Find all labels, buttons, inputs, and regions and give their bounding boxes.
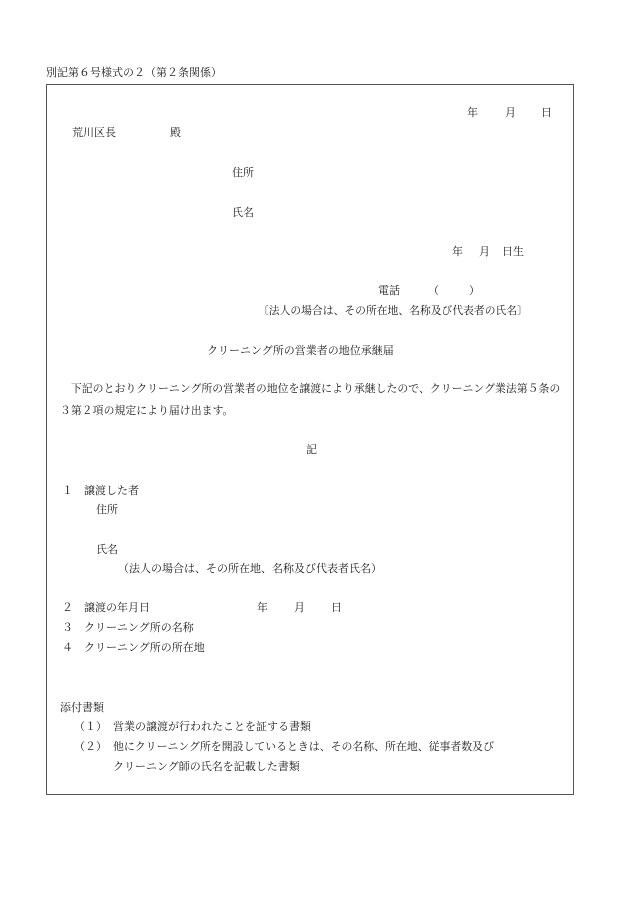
phone-paren-close: ） bbox=[469, 284, 480, 297]
attachment-2-text: 他にクリーニング所を開設しているときは、その名称、所在地、従事者数及び bbox=[113, 740, 494, 753]
item1-address-label: 住所 bbox=[96, 503, 118, 516]
attachment-1-number: （１） bbox=[74, 720, 107, 733]
item1-number: １ bbox=[62, 484, 73, 497]
item2-month: 月 bbox=[294, 601, 305, 614]
item4-number: ４ bbox=[62, 641, 73, 654]
item2-number: ２ bbox=[62, 601, 73, 614]
attachment-2-number: （２） bbox=[74, 740, 107, 753]
form-frame bbox=[46, 84, 574, 795]
attachment-1-text: 営業の譲渡が行われたことを証する書類 bbox=[113, 720, 311, 733]
phone-paren-open: （ bbox=[428, 284, 439, 297]
item1-corporate-note: （法人の場合は、その所在地、名称及び代表者氏名） bbox=[118, 562, 382, 575]
date-year: 年 bbox=[467, 106, 478, 119]
phone-label: 電話 bbox=[378, 284, 400, 297]
item3-label: クリーニング所の名称 bbox=[84, 621, 194, 634]
birth-day: 日生 bbox=[502, 245, 524, 258]
birth-month: 月 bbox=[479, 245, 490, 258]
attachment-2-text-cont: クリーニング師の氏名を記載した書類 bbox=[113, 760, 300, 773]
item2-year: 年 bbox=[257, 601, 268, 614]
date-day: 日 bbox=[541, 106, 552, 119]
item2-label: 譲渡の年月日 bbox=[84, 601, 150, 614]
item3-number: ３ bbox=[62, 621, 73, 634]
ki-heading: 記 bbox=[306, 443, 317, 456]
form-title: クリーニング所の営業者の地位承継届 bbox=[207, 344, 394, 357]
item1-name-label: 氏名 bbox=[96, 543, 118, 556]
applicant-name-label: 氏名 bbox=[232, 206, 254, 219]
attachments-heading: 添付書類 bbox=[60, 701, 104, 714]
item1-label: 譲渡した者 bbox=[84, 484, 139, 497]
applicant-corporate-note: 〔法人の場合は、その所在地、名称及び代表者の氏名〕 bbox=[258, 304, 528, 317]
addressee-honorific: 殿 bbox=[170, 126, 181, 139]
form-label: 別記第６号様式の２（第２条関係） bbox=[46, 66, 222, 79]
date-month: 月 bbox=[505, 106, 516, 119]
applicant-address-label: 住所 bbox=[232, 166, 254, 179]
addressee-name: 荒川区長 bbox=[72, 126, 116, 139]
item2-day: 日 bbox=[331, 601, 342, 614]
birth-year: 年 bbox=[452, 245, 463, 258]
body-text: 下記のとおりクリーニング所の営業者の地位を譲渡により承継したので、クリーニング業法第５条の３第２項の規定により届け出ます。 bbox=[60, 382, 561, 417]
item4-label: クリーニング所の所在地 bbox=[84, 641, 205, 654]
